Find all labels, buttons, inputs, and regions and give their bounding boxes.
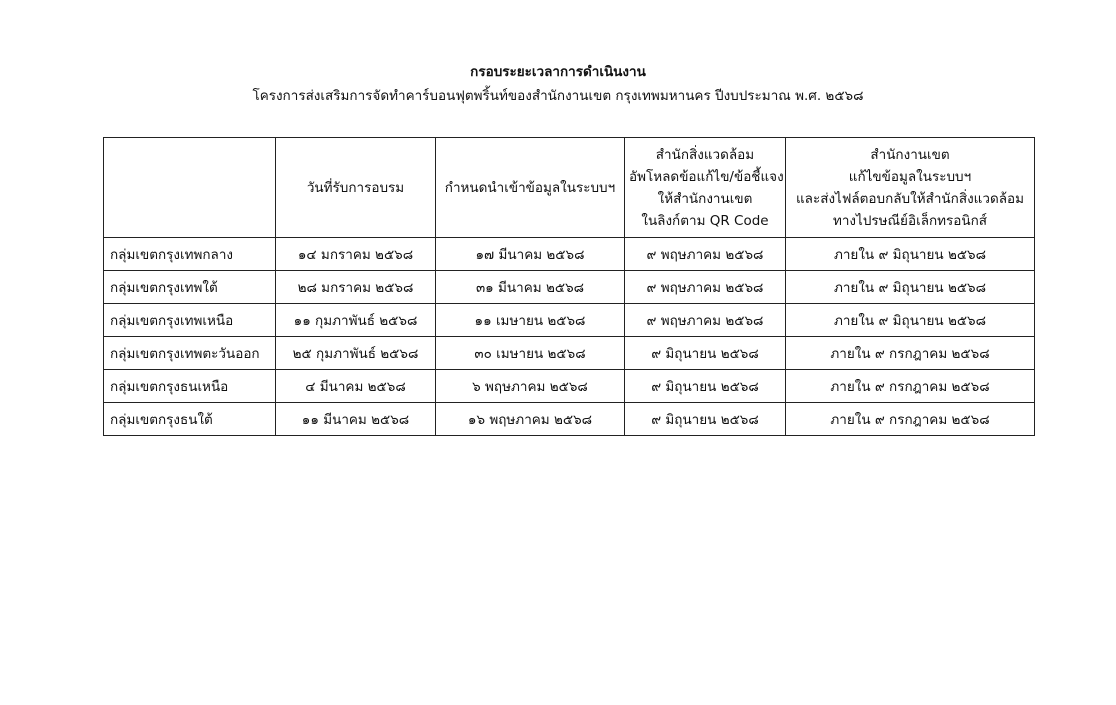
district-group-cell: กลุ่มเขตกรุงเทพตะวันออก: [104, 337, 276, 370]
column-header-4: [786, 138, 1035, 238]
date-cell: ๓๐ เมษายน ๒๕๖๘: [436, 337, 625, 370]
date-cell: ๙ มิถุนายน ๒๕๖๘: [625, 337, 786, 370]
column-header-3: [625, 138, 786, 238]
date-cell: ๑๑ มีนาคม ๒๕๖๘: [276, 403, 436, 436]
table-row: [104, 370, 1035, 403]
date-cell: ๙ พฤษภาคม ๒๕๖๘: [625, 271, 786, 304]
date-cell: ๑๖ พฤษภาคม ๒๕๖๘: [436, 403, 625, 436]
table-row: [104, 304, 1035, 337]
column-header-line: สำนักสิ่งแวดล้อม: [655, 146, 755, 163]
column-header-line: แก้ไขข้อมูลในระบบฯ: [848, 168, 972, 185]
date-cell: ๑๑ กุมภาพันธ์ ๒๕๖๘: [276, 304, 436, 337]
column-header-line: อัพโหลดข้อแก้ไข/ข้อชี้แจง: [629, 168, 784, 185]
table-header-row: [104, 138, 1035, 238]
column-header-2: [436, 138, 625, 238]
document-title: กรอบระยะเวลาการดำเนินงาน: [470, 64, 646, 80]
date-cell: ๔ มีนาคม ๒๕๖๘: [276, 370, 436, 403]
date-cell: ๙ มิถุนายน ๒๕๖๘: [625, 403, 786, 436]
date-cell: ภายใน ๙ มิถุนายน ๒๕๖๘: [786, 271, 1035, 304]
date-cell: ๑๔ มกราคม ๒๕๖๘: [276, 238, 436, 271]
date-cell: ๓๑ มีนาคม ๒๕๖๘: [436, 271, 625, 304]
date-cell: ภายใน ๙ กรกฎาคม ๒๕๖๘: [786, 370, 1035, 403]
column-header-line: ให้สำนักงานเขต: [657, 190, 753, 207]
column-header-line: และส่งไฟล์ตอบกลับให้สำนักสิ่งแวดล้อม: [795, 190, 1024, 207]
table-body: [104, 238, 1035, 436]
district-group-cell: กลุ่มเขตกรุงเทพเหนือ: [104, 304, 276, 337]
column-header-line: กำหนดนำเข้าข้อมูลในระบบฯ: [444, 179, 616, 196]
date-cell: ๙ มิถุนายน ๒๕๖๘: [625, 370, 786, 403]
date-cell: ๒๘ มกราคม ๒๕๖๘: [276, 271, 436, 304]
schedule-table: [103, 137, 1035, 436]
document-subtitle: โครงการส่งเสริมการจัดทำคาร์บอนฟุตพริ้นท์ของสำนักงานเขต กรุงเทพมหานคร ปีงบประมาณ พ.ศ. ๒๕๖๘: [252, 88, 864, 104]
date-cell: ๙ พฤษภาคม ๒๕๖๘: [625, 238, 786, 271]
date-cell: ๙ พฤษภาคม ๒๕๖๘: [625, 304, 786, 337]
district-group-cell: กลุ่มเขตกรุงธนเหนือ: [104, 370, 276, 403]
district-group-cell: กลุ่มเขตกรุงธนใต้: [104, 403, 276, 436]
date-cell: ๒๕ กุมภาพันธ์ ๒๕๖๘: [276, 337, 436, 370]
date-cell: ภายใน ๙ มิถุนายน ๒๕๖๘: [786, 238, 1035, 271]
column-header-0: [104, 138, 276, 238]
date-cell: ภายใน ๙ กรกฎาคม ๒๕๖๘: [786, 403, 1035, 436]
column-header-line: ในลิงก์ตาม QR Code: [641, 212, 769, 229]
table-row: [104, 403, 1035, 436]
column-header-line: วันที่รับการอบรม: [306, 179, 405, 196]
date-cell: ๑๗ มีนาคม ๒๕๖๘: [436, 238, 625, 271]
date-cell: ภายใน ๙ มิถุนายน ๒๕๖๘: [786, 304, 1035, 337]
column-header-line: ทางไปรษณีย์อิเล็กทรอนิกส์: [832, 212, 988, 229]
district-group-cell: กลุ่มเขตกรุงเทพใต้: [104, 271, 276, 304]
district-group-cell: กลุ่มเขตกรุงเทพกลาง: [104, 238, 276, 271]
table-row: [104, 337, 1035, 370]
table-row: [104, 271, 1035, 304]
column-header-1: [276, 138, 436, 238]
date-cell: ๖ พฤษภาคม ๒๕๖๘: [436, 370, 625, 403]
column-header-line: สำนักงานเขต: [870, 146, 950, 163]
date-cell: ๑๑ เมษายน ๒๕๖๘: [436, 304, 625, 337]
table-row: [104, 238, 1035, 271]
date-cell: ภายใน ๙ กรกฎาคม ๒๕๖๘: [786, 337, 1035, 370]
